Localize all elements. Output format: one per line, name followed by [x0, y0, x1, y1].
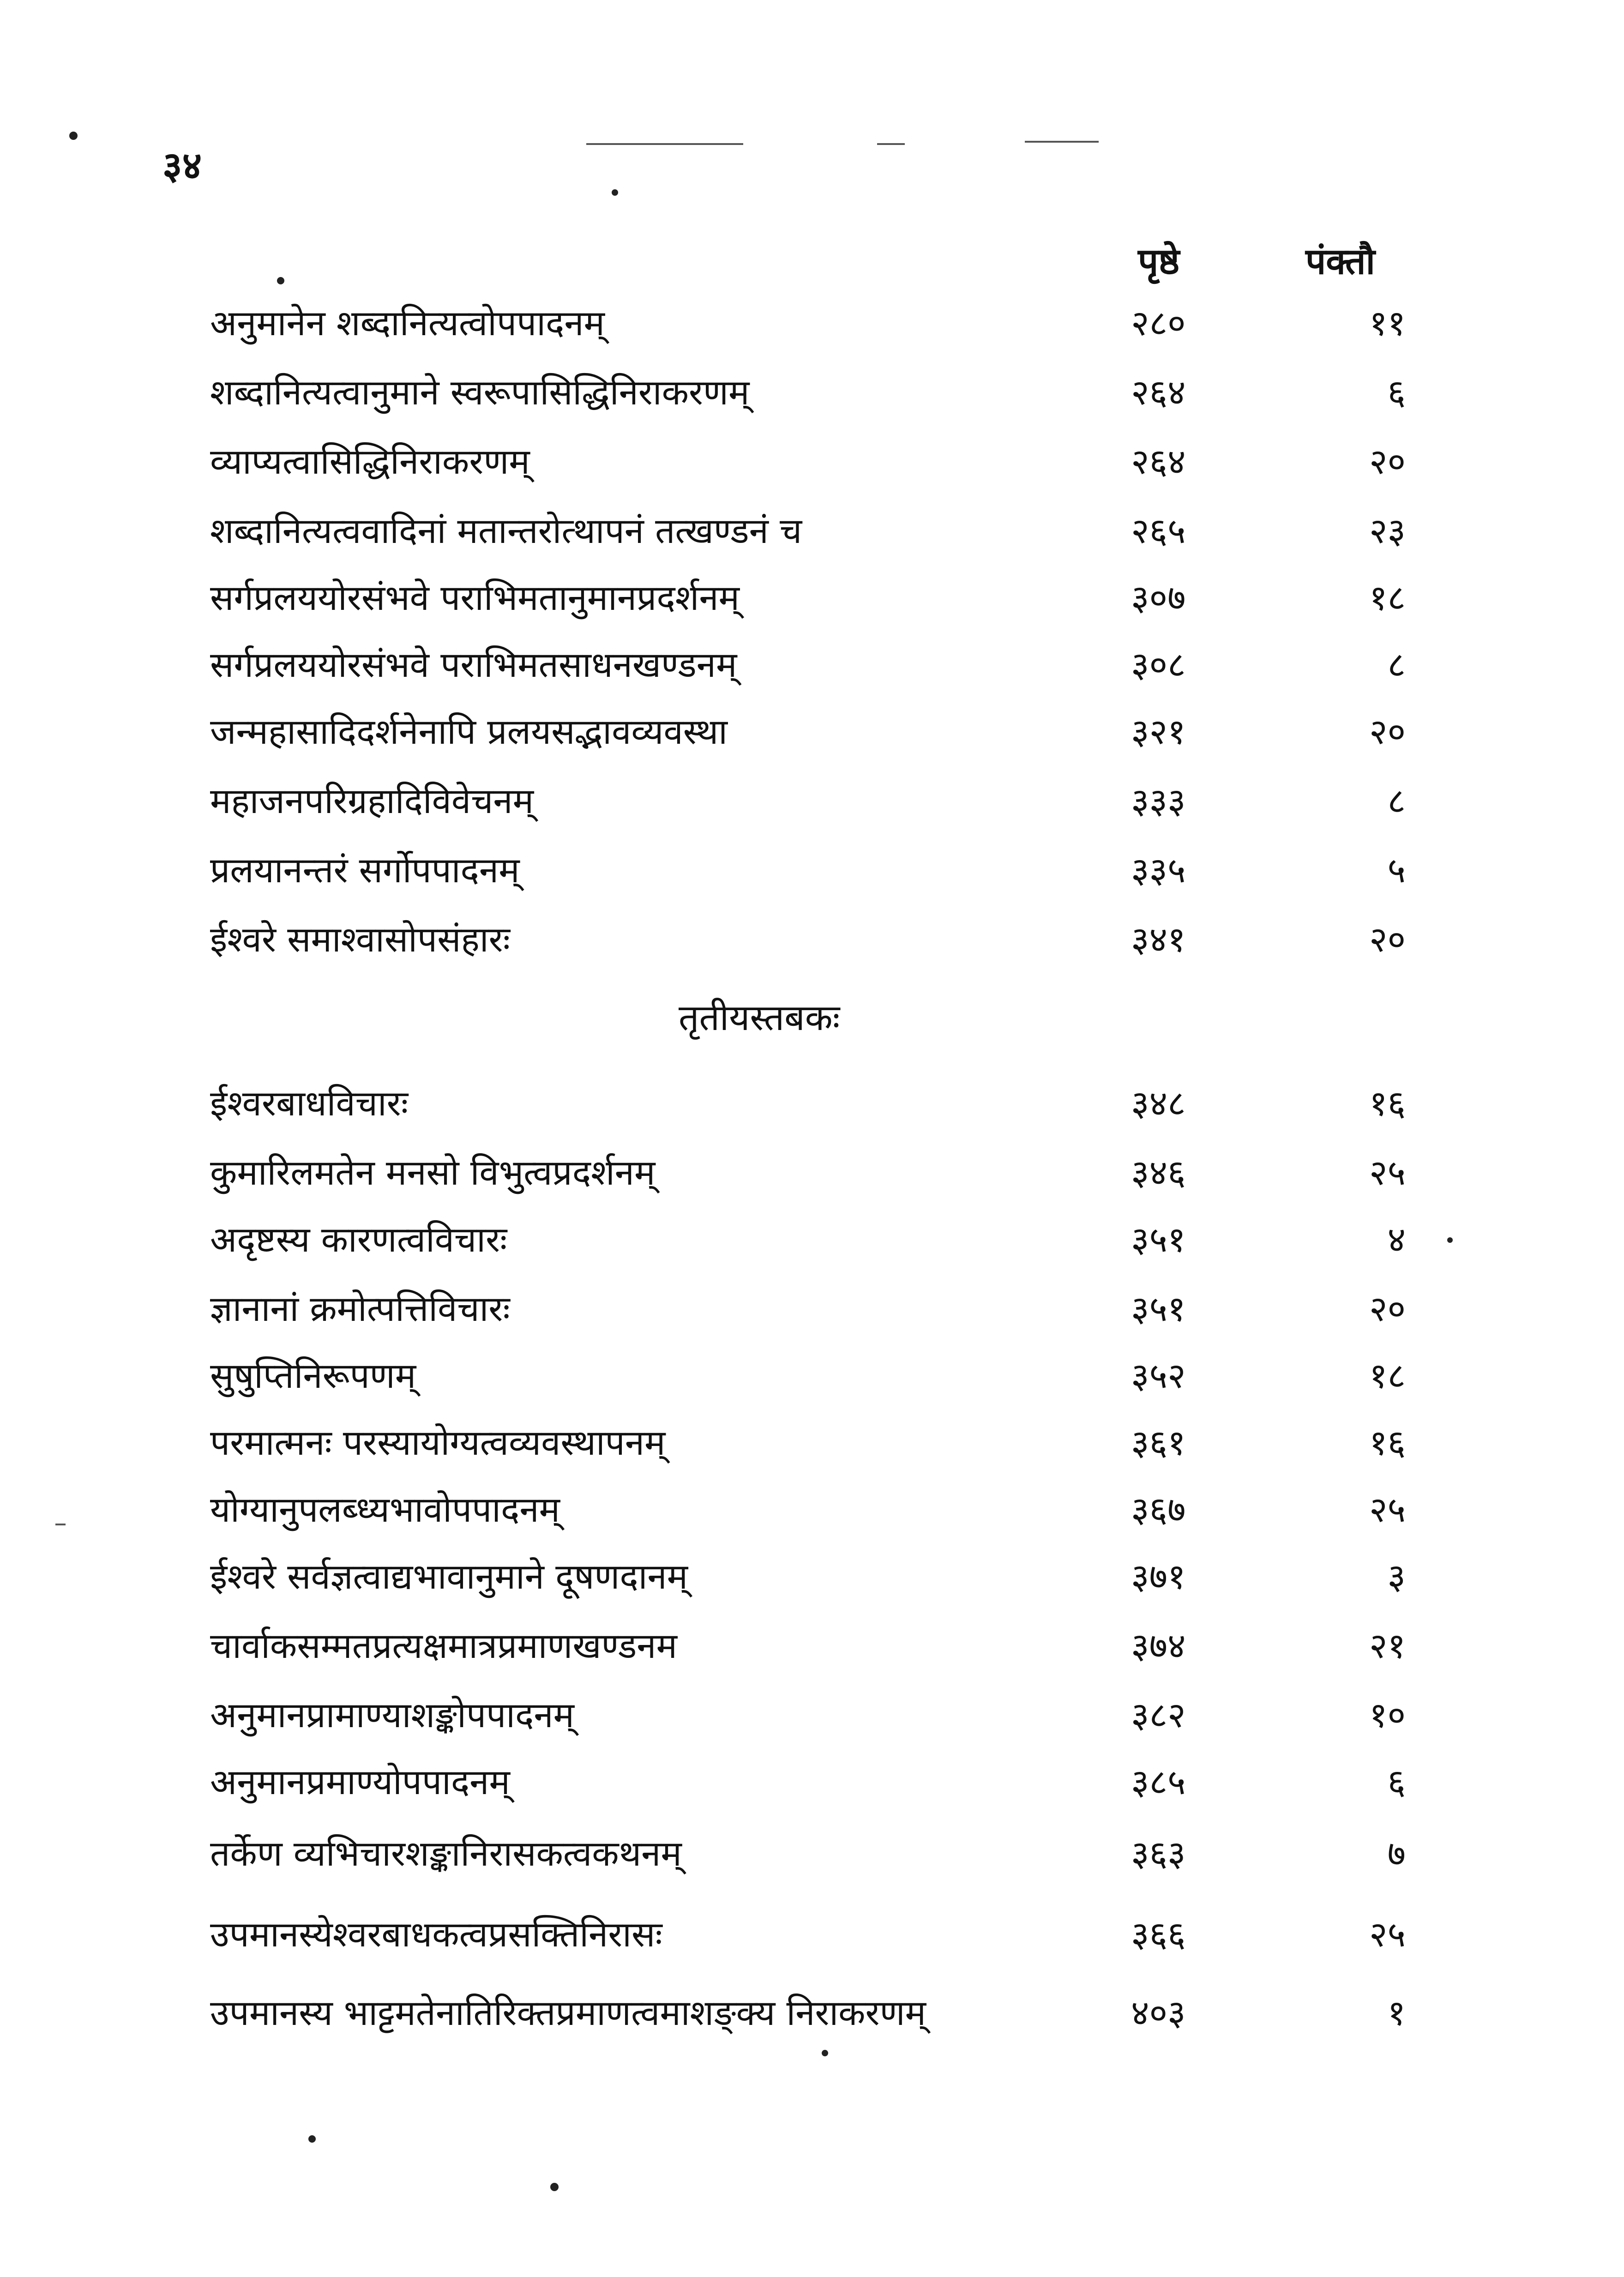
scan-speck	[612, 189, 618, 196]
toc-entry	[210, 1988, 1406, 2038]
entry-line: २०	[1369, 441, 1406, 482]
entry-title: उपमानस्य भाट्टमतेनातिरिक्तप्रमाणत्वमाशङ्क्य निराकरणम्	[210, 1992, 926, 2033]
entry-page: २६४	[1131, 372, 1186, 413]
entry-title: प्रलयानन्तरं सर्गोपपादनम्	[210, 849, 520, 891]
entry-line: २०	[1369, 919, 1406, 960]
entry-title: तर्केण व्यभिचारशङ्कानिरासकत्वकथनम्	[210, 1833, 682, 1874]
entry-line: ८	[1387, 644, 1406, 685]
entry-page: ३८२	[1131, 1694, 1186, 1735]
entry-page: ३६१	[1131, 1422, 1186, 1463]
entry-title: उपमानस्येश्वरबाधकत्वप्रसक्तिनिरासः	[210, 1914, 662, 1955]
entry-page: ३५१	[1131, 1219, 1186, 1260]
entry-title: ईश्वरे सर्वज्ञत्वाद्यभावानुमाने दूषणदानम्	[210, 1556, 688, 1597]
entry-page: २६४	[1131, 441, 1186, 482]
entry-title: ईश्वरबाधविचारः	[210, 1083, 409, 1124]
entry-page: ३०७	[1131, 577, 1186, 618]
toc-entry	[210, 1620, 1406, 1671]
toc-entry	[210, 367, 1406, 418]
entry-title: महाजनपरिग्रहादिविवेचनम्	[210, 780, 534, 821]
entry-page: ३२१	[1131, 711, 1186, 752]
entry-page: ३६६	[1131, 1914, 1186, 1955]
entry-title: अदृष्टस्य कारणत्वविचारः	[210, 1219, 507, 1260]
entry-title: सर्गप्रलययोरसंभवे पराभिमतसाधनखण्डनम्	[210, 644, 737, 685]
toc-entry	[210, 1690, 1406, 1741]
entry-page: ३६७	[1131, 1489, 1186, 1530]
entry-page: २८०	[1131, 302, 1186, 343]
entry-title: अनुमानेन शब्दानित्यत्वोपपादनम्	[210, 302, 605, 343]
scan-speck	[550, 2183, 559, 2191]
entry-title: अनुमानप्रामाण्याशङ्कोपपादनम्	[210, 1694, 574, 1735]
toc-entry	[210, 845, 1406, 896]
entry-page: ४०३	[1131, 1992, 1186, 2033]
entry-line: १८	[1369, 577, 1406, 618]
toc-entry	[210, 1551, 1406, 1602]
entry-page: ३४६	[1131, 1152, 1186, 1193]
scan-dash	[877, 143, 905, 145]
toc-entry	[210, 914, 1406, 965]
entry-title: कुमारिलमतेन मनसो विभुत्वप्रदर्शनम्	[210, 1152, 656, 1193]
entry-title: शब्दानित्यत्ववादिनां मतान्तरोत्थापनं तत्खण्डनं च	[210, 510, 802, 551]
entry-page: ३७१	[1131, 1556, 1186, 1597]
toc-entry	[210, 1078, 1406, 1129]
scan-speck	[308, 2135, 316, 2143]
entry-page: ३४८	[1131, 1083, 1186, 1124]
column-header-page: पृष्ठे	[1138, 241, 1180, 283]
entry-line: २१	[1369, 1625, 1406, 1666]
toc-entry	[210, 1484, 1406, 1535]
entry-title: जन्महासादिदर्शनेनापि प्रलयसद्भावव्यवस्था	[210, 711, 728, 752]
toc-entry	[210, 506, 1406, 556]
scan-dash	[55, 1524, 66, 1525]
entry-title: अनुमानप्रमाण्योपपादनम्	[210, 1761, 510, 1802]
scan-speck	[822, 2050, 828, 2056]
entry-page: ३८५	[1131, 1761, 1186, 1802]
toc-entry	[210, 1757, 1406, 1807]
entry-page: ३०८	[1131, 644, 1186, 685]
entry-page: ३५१	[1131, 1288, 1186, 1329]
entry-line: ११	[1369, 302, 1406, 343]
entry-page: ३५२	[1131, 1355, 1186, 1396]
scan-speck	[69, 132, 78, 140]
entry-line: १६	[1369, 1083, 1406, 1124]
entry-line: १०	[1369, 1694, 1406, 1735]
entry-page: ३३५	[1131, 849, 1186, 891]
entry-title: सर्गप्रलययोरसंभवे पराभिमतानुमानप्रदर्शनम्	[210, 577, 740, 618]
toc-entry	[210, 639, 1406, 690]
entry-line: १	[1387, 1992, 1406, 2033]
toc-entry	[210, 1909, 1406, 1960]
entry-page: २६५	[1131, 510, 1186, 551]
entry-line: ६	[1387, 372, 1406, 413]
scan-speck	[1447, 1237, 1453, 1243]
toc-entry	[210, 572, 1406, 623]
entry-line: २५	[1369, 1489, 1406, 1530]
entry-line: २३	[1369, 510, 1406, 551]
toc-entry	[210, 436, 1406, 487]
entry-line: २०	[1369, 711, 1406, 752]
entry-title: योग्यानुपलब्ध्यभावोपपादनम्	[210, 1489, 560, 1530]
entry-line: १६	[1369, 1422, 1406, 1463]
entry-title: चार्वाकसम्मतप्रत्यक्षमात्रप्रमाणखण्डनम	[210, 1625, 677, 1666]
toc-entry	[210, 1417, 1406, 1468]
scan-dash	[586, 143, 743, 145]
entry-line: १८	[1369, 1355, 1406, 1396]
entry-line: ५	[1387, 849, 1406, 891]
entry-line: ८	[1387, 780, 1406, 821]
section-heading: तृतीयस्तबकः	[679, 997, 840, 1039]
entry-title: सुषुप्तिनिरूपणम्	[210, 1355, 416, 1396]
entry-page: ३३३	[1131, 780, 1186, 821]
toc-entry	[210, 1214, 1406, 1265]
toc-entry	[210, 776, 1406, 826]
entry-page: ३४१	[1131, 919, 1186, 960]
entry-page: ३७४	[1131, 1625, 1186, 1666]
entry-title: शब्दानित्यत्वानुमाने स्वरूपासिद्धिनिराकरणम्	[210, 372, 750, 413]
toc-entry	[210, 1147, 1406, 1198]
toc-entry	[210, 298, 1406, 349]
entry-line: ६	[1387, 1761, 1406, 1802]
entry-line: २५	[1369, 1914, 1406, 1955]
column-header-line: पंक्तौ	[1305, 241, 1375, 283]
entry-line: ३	[1387, 1556, 1406, 1597]
scan-speck	[277, 277, 284, 284]
entry-title: व्याप्यत्वासिद्धिनिराकरणम्	[210, 441, 530, 482]
entry-page: ३६३	[1131, 1833, 1186, 1874]
entry-line: २५	[1369, 1152, 1406, 1193]
entry-line: ४	[1387, 1219, 1406, 1260]
toc-entry	[210, 1283, 1406, 1334]
toc-entry	[210, 1828, 1406, 1879]
toc-entry	[210, 706, 1406, 757]
entry-line: ७	[1387, 1833, 1406, 1874]
toc-entry	[210, 1350, 1406, 1401]
page-number: ३४	[162, 144, 202, 188]
entry-title: ज्ञानानां क्रमोत्पत्तिविचारः	[210, 1288, 510, 1329]
entry-line: २०	[1369, 1288, 1406, 1329]
entry-title: ईश्वरे समाश्वासोपसंहारः	[210, 919, 510, 960]
entry-title: परमात्मनः परस्यायोग्यत्वव्यवस्थापनम्	[210, 1422, 666, 1463]
scan-dash	[1025, 141, 1099, 143]
